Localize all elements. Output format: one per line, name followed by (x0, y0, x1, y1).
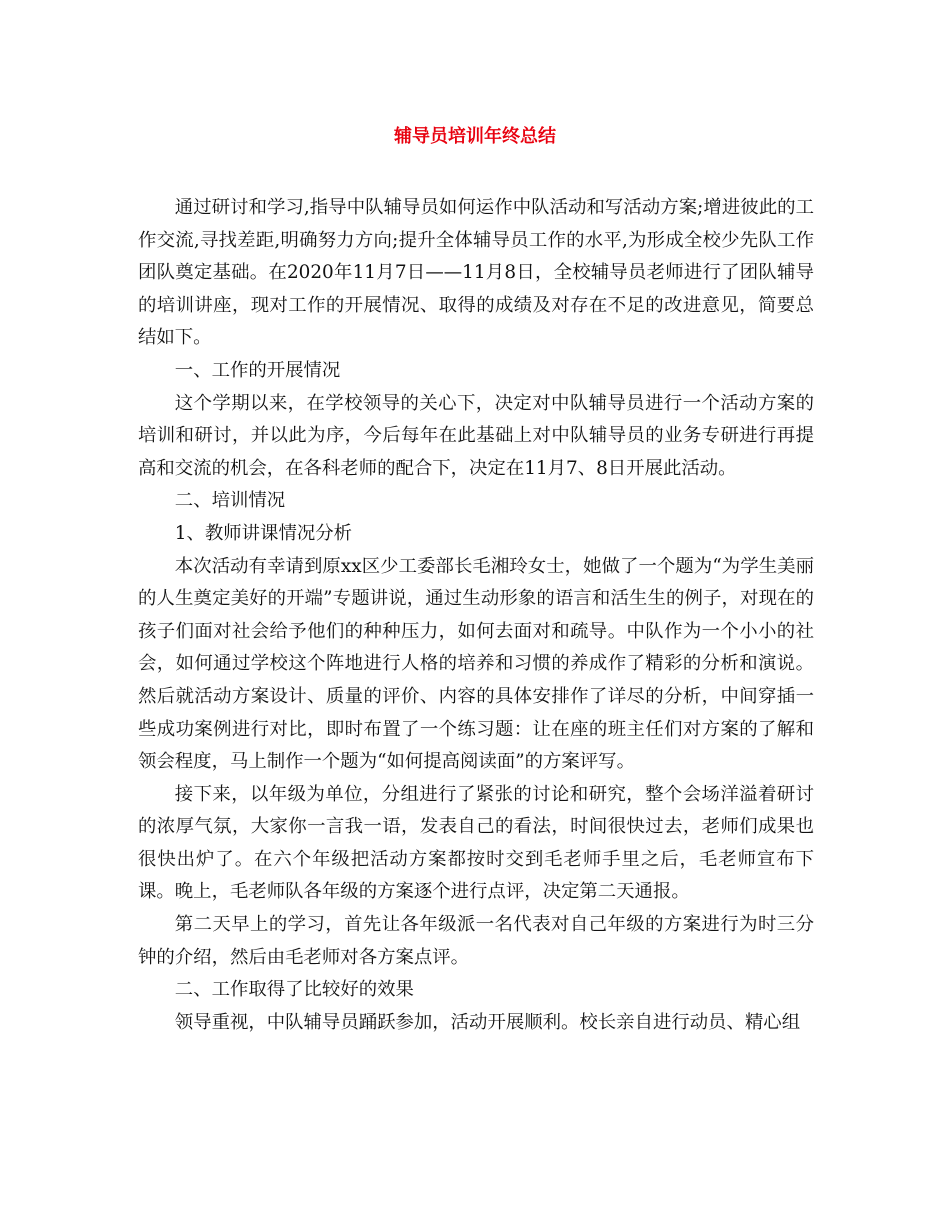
paragraph-intro: 通过研讨和学习,指导中队辅导员如何运作中队活动和写活动方案;增进彼此的工作交流,寻找差距,明确努力方向;提升全体辅导员工作的水平,为形成全校少先队工作团队奠定基础。在2020年11月7日——11月8日，全校辅导员老师进行了团队辅导的培训讲座，现对工作的开展情况、取得的成绩及对存在不足的改进意见，简要总结如下。 (138, 197, 814, 349)
document-title: 辅导员培训年终总结 (394, 126, 556, 147)
paragraph-lecture: 本次活动有幸请到原xx区少工委部长毛湘玲女士，她做了一个题为“为学生美丽的人生奠定美好的开端”专题讲说，通过生动形象的语言和活生生的例子，对现在的孩子们面对社会给予他们的种种压力，如何去面对和疏导。中队作为一个小小的社会，如何通过学校这个阵地进行人格的培养和习惯的养成作了精彩的分析和演说。然后就活动方案设计、质量的评价、内容的具体安排作了详尽的分析，中间穿插一些成功案例进行对比，即时布置了一个练习题：让在座的班主任们对方案的了解和领会程度，马上制作一个题为“如何提高阅读面”的方案评写。 (138, 555, 814, 773)
paragraph-results: 领导重视，中队辅导员踊跃参加，活动开展顺利。校长亲自进行动员、精心组 (174, 1011, 801, 1033)
paragraph-group-discussion: 接下来，以年级为单位，分组进行了紧张的讨论和研究，整个会场洋溢着研讨的浓厚气氛，大家你一言我一语，发表自己的看法，时间很快过去，老师们成果也很快出炉了。在六个年级把活动方案都按时交到毛老师手里之后，毛老师宣布下课。晚上，毛老师队各年级的方案逐个进行点评，决定第二天通报。 (138, 783, 814, 903)
subsection-heading-lecture-analysis: 1、教师讲课情况分析 (174, 522, 353, 544)
paragraph-work-progress: 这个学期以来，在学校领导的关心下，决定对中队辅导员进行一个活动方案的培训和研讨，并以此为序，今后每年在此基础上对中队辅导员的业务专研进行再提高和交流的机会，在各科老师的配合下，决定在11月7、8日开展此活动。 (138, 392, 814, 479)
section-heading-work-progress: 一、工作的开展情况 (174, 359, 341, 381)
section-heading-training: 二、培训情况 (174, 490, 286, 512)
document-body (138, 192, 814, 1039)
section-heading-results: 二、工作取得了比较好的效果 (174, 979, 414, 1001)
paragraph-second-day: 第二天早上的学习，首先让各年级派一名代表对自己年级的方案进行为时三分钟的介绍，然后由毛老师对各方案点评。 (138, 914, 814, 968)
